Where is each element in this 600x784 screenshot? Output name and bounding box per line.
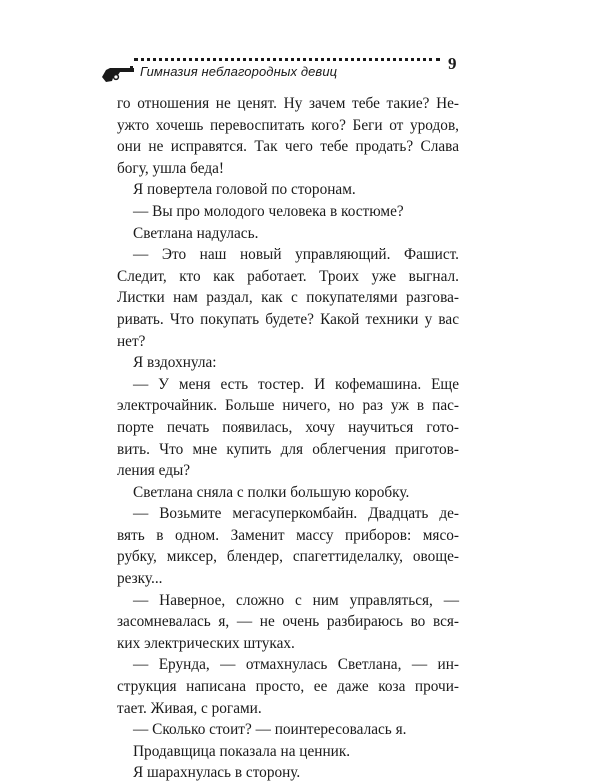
text-line: рубку, миксер, блендер, спагеттиделалку, овоще- <box>117 548 459 566</box>
text-line: Следит, кто как работает. Троих уже выгнал. <box>117 267 459 285</box>
text-line: — Возьмите мегасуперкомбайн. Двадцать де- <box>133 505 459 523</box>
text-line: — Это наш новый управляющий. Фашист. <box>133 246 459 264</box>
text-line: порте печать появилась, хочу научиться гото- <box>117 418 459 436</box>
text-line: го отношения не ценят. Ну зачем тебе такие? Не- <box>117 95 459 112</box>
text-line: Листки нам раздал, как с покупателями разгова- <box>117 289 459 307</box>
text-line: ужто хочешь перевоспитать кого? Беги от уродов, <box>117 116 459 134</box>
text-line: засомневалась я, — не очень разбираюсь во вся- <box>117 613 459 631</box>
text-line: резку... <box>117 570 163 588</box>
text-line: Продавщица показала на ценник. <box>133 742 351 760</box>
revolver-icon <box>100 62 140 84</box>
text-line: Светлана надулась. <box>133 224 259 242</box>
text-line: электрочайник. Больше ничего, но раз уж в пас- <box>117 397 459 415</box>
text-line: — Сколько стоит? — поинтересовалась я. <box>133 721 407 739</box>
text-line: — Наверное, сложно с ним управляться, — <box>133 591 459 609</box>
text-line: струкция написана просто, ее даже коза прочи- <box>117 678 459 696</box>
text-line: Я шарахнулась в сторону. <box>133 764 301 782</box>
text-line: ких электрических штуках. <box>117 634 295 652</box>
text-line: — У меня есть тостер. И кофемашина. Еще <box>133 375 459 393</box>
body-text <box>117 93 459 784</box>
text-line: вять в одном. Заменит массу приборов: мясо- <box>117 526 459 544</box>
text-line: Я вздохнула: <box>133 354 217 372</box>
text-line: Я повертела головой по сторонам. <box>133 181 356 199</box>
text-line: — Ерунда, — отмахнулась Светлана, — ин- <box>133 656 459 674</box>
header-dotted-rule <box>134 58 440 61</box>
text-line: богу, ушла беда! <box>117 159 224 177</box>
text-line: нет? <box>117 332 146 350</box>
text-line: вить. Что мне купить для облегчения приготов- <box>117 440 459 458</box>
text-line: Светлана сняла с полки большую коробку. <box>133 483 410 501</box>
text-line: ривать. Что покупать будете? Какой техники у вас <box>117 310 459 328</box>
page-header <box>100 52 470 92</box>
text-line: они не исправятся. Так чего тебе продать? Слава <box>117 138 459 156</box>
page-number: 9 <box>448 54 457 73</box>
running-title: Гимназия неблагородных девиц <box>140 64 338 79</box>
text-line: — Вы про молодого человека в костюме? <box>133 202 404 220</box>
text-line: ления еды? <box>117 462 191 480</box>
text-line: тает. Живая, с рогами. <box>117 699 262 717</box>
